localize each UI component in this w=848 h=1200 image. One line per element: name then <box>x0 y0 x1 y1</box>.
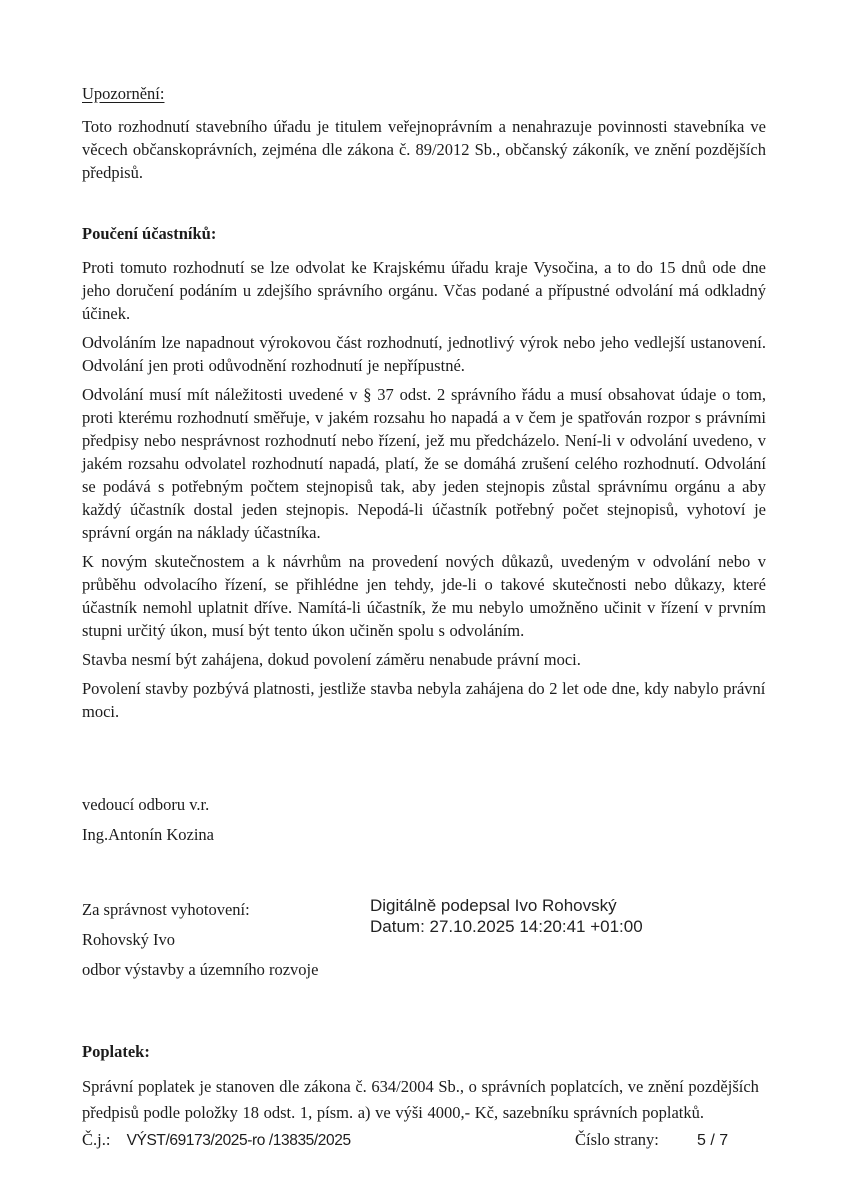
reference-number-value: VÝST/69173/2025-ro /13835/2025 <box>126 1132 351 1149</box>
officials-section <box>82 793 766 846</box>
advisory-paragraph: K novým skutečnostem a k návrhům na provedení nových důkazů, uvedeným v odvolání nebo v průběhu odvolacího řízení, se přihlédne jen tehdy, jde-li o takové skutečnosti nebo důkazy, které účastník nemohl uplatnit dříve. Namítá-li účastník, že mu nebylo umožněno učinit v řízení v prvním stupni určitý úkon, musí být tento úkon učiněn spolu s odvoláním. <box>82 552 766 640</box>
official-role: vedoucí odboru v.r. <box>82 795 210 814</box>
fee-section <box>82 1040 766 1126</box>
advisory-section <box>82 222 766 723</box>
digital-signature-block <box>370 895 643 937</box>
notice-heading: Upozornění: <box>82 84 165 103</box>
footer-page-number <box>575 1128 728 1152</box>
digital-signature-date: Datum: 27.10.2025 14:20:41 +01:00 <box>370 917 643 936</box>
notice-section <box>82 82 766 184</box>
verification-section <box>82 898 766 988</box>
fee-heading: Poplatek: <box>82 1042 150 1061</box>
footer-reference <box>82 1128 351 1152</box>
page-number-label: Číslo strany: <box>575 1130 659 1149</box>
advisory-paragraph: Odvolání musí mít náležitosti uvedené v § 37 odst. 2 správního řádu a musí obsahovat údaje o tom, proti kterému rozhodnutí směřuje, v jakém rozsahu ho napadá a v čem je spatřován rozpor s právními předpisy nebo nesprávnost rozhodnutí nebo řízení, jež mu předcházelo. Není-li v odvolání uvedeno, v jakém rozsahu odvolatel rozhodnutí napadá, platí, že se domáhá zrušení celého rozhodnutí. Odvolání se podává s potřebným počtem stejnopisů tak, aby jeden stejnopis zůstal správnímu orgánu a aby každý účastník dostal jeden stejnopis. Nepodá-li účastník potřebný počet stejnopisů, vyhotoví je správní orgán na náklady účastníka. <box>82 385 766 542</box>
page-number-value: 5 / 7 <box>697 1132 729 1149</box>
fee-body: Správní poplatek je stanoven dle zákona č. 634/2004 Sb., o správních poplatcích, ve znění pozdějších předpisů podle položky 18 odst. 1, písm. a) ve výši 4000,- Kč, sazebníku správních poplatků. <box>82 1077 759 1122</box>
verification-department: odbor výstavby a územního rozvoje <box>82 960 319 979</box>
notice-body: Toto rozhodnutí stavebního úřadu je titulem veřejnoprávním a nenahrazuje povinnosti stavebníka ve věcech občanskoprávních, zejména dle zákona č. 89/2012 Sb., občanský zákoník, ve znění pozdějších předpisů. <box>82 117 766 182</box>
verification-name: Rohovský Ivo <box>82 930 176 949</box>
reference-number-label: Č.j.: <box>82 1130 111 1149</box>
official-name: Ing.Antonín Kozina <box>82 825 214 844</box>
advisory-paragraph: Odvoláním lze napadnout výrokovou část rozhodnutí, jednotlivý výrok nebo jeho vedlejší ustanovení. Odvolání jen proti odůvodnění rozhodnutí je nepřípustné. <box>82 333 766 375</box>
advisory-paragraph: Proti tomuto rozhodnutí se lze odvolat ke Krajskému úřadu kraje Vysočina, a to do 15 dnů ode dne jeho doručení podáním u zdejšího správního orgánu. Včas podané a přípustné odvolání má odkladný účinek. <box>82 258 766 323</box>
advisory-heading: Poučení účastníků: <box>82 224 217 243</box>
verification-label: Za správnost vyhotovení: <box>82 900 250 919</box>
advisory-paragraph: Stavba nesmí být zahájena, dokud povolení záměru nenabude právní moci. <box>82 650 581 669</box>
verification-block <box>82 898 370 988</box>
digital-signature-signer: Digitálně podepsal Ivo Rohovský <box>370 896 617 915</box>
advisory-paragraph: Povolení stavby pozbývá platnosti, jestliže stavba nebyla zahájena do 2 let ode dne, kdy nabylo právní moci. <box>82 679 766 721</box>
